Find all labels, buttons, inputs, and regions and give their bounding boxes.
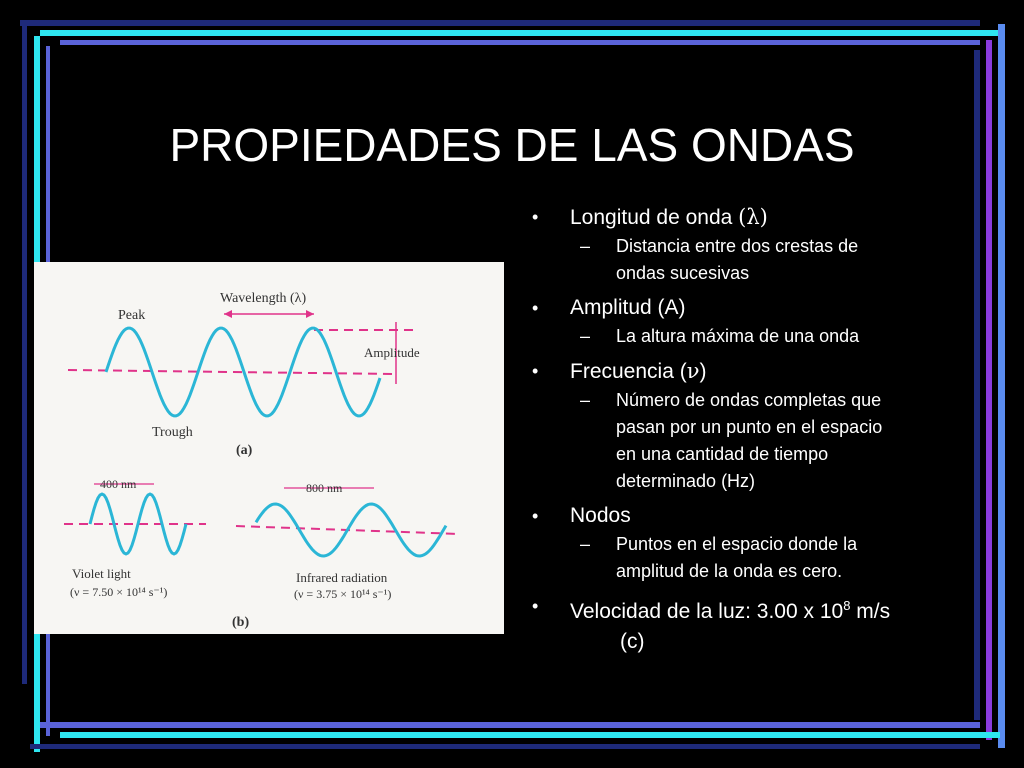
infrared-equation: (ν = 3.75 × 10¹⁴ s⁻¹) <box>294 587 392 601</box>
sub-bullet-dash: – <box>580 534 591 554</box>
bullet-dot: • <box>532 207 539 227</box>
frame-bar-bottom-inner <box>40 722 980 728</box>
bullet-dot: • <box>532 298 539 318</box>
sub-bullet-line: pasan por un punto en el espacio <box>616 417 883 437</box>
bullet-dot: • <box>532 361 539 381</box>
frame-bar-top-inner <box>60 40 980 45</box>
frame-bar-top-outer <box>20 20 980 26</box>
wave-figure <box>34 262 504 634</box>
bullet-dot: • <box>532 596 539 616</box>
sub-bullet-line: Distancia entre dos crestas de <box>616 236 859 256</box>
sub-bullet-line: amplitud de la onda es cero. <box>616 561 843 581</box>
lambda-symbol: (λ) <box>738 205 768 229</box>
amplitude-label: Amplitude <box>364 345 420 360</box>
bullet-text: Frecuencia ( <box>570 360 687 383</box>
bullet-wavelength <box>530 202 990 233</box>
unit-text: m/s <box>850 600 891 623</box>
sub-bullet <box>530 233 990 287</box>
slide-title: PROPIEDADES DE LAS ONDAS <box>169 119 855 171</box>
sub-bullet-line: en una cantidad de tiempo <box>616 444 829 464</box>
bullet-text: Nodos <box>570 504 631 527</box>
bullet-text: Velocidad de la luz: 3.00 x 10 <box>570 600 844 623</box>
violet-equation: (ν = 7.50 × 10¹⁴ s⁻¹) <box>70 585 168 599</box>
sub-bullet-dash: – <box>580 326 591 346</box>
sub-bullet-line: La altura máxima de una onda <box>616 326 860 346</box>
sub-bullet <box>530 531 990 585</box>
speed-symbol-c: (c) <box>620 630 645 653</box>
frame-bar-bottom-outer <box>30 744 980 749</box>
wavelength-arrowhead-right <box>306 310 314 318</box>
bullet-frequency <box>530 356 990 387</box>
sub-bullet-dash: – <box>580 390 591 410</box>
figure-label-b: (b) <box>232 615 250 630</box>
bullet-list <box>530 200 990 657</box>
wave-infrared <box>256 504 446 556</box>
sub-bullet-dash: – <box>580 236 591 256</box>
peak-label: Peak <box>118 308 146 323</box>
wave-diagram <box>34 262 504 634</box>
center-line-a <box>68 370 394 374</box>
sub-bullet-line: Puntos en el espacio donde la <box>616 534 858 554</box>
nm800-label: 800 nm <box>306 481 343 495</box>
bullet-text: Longitud de onda <box>570 206 739 229</box>
bullet-text: Amplitud (A) <box>570 296 686 319</box>
frame-bar-top-cyan <box>40 30 1000 36</box>
bullet-dot: • <box>532 506 539 526</box>
exponent: 8 <box>843 598 851 613</box>
violet-label: Violet light <box>72 566 131 581</box>
figure-label-a: (a) <box>236 443 253 458</box>
bullet-speed-of-light <box>530 591 990 627</box>
sub-bullet <box>530 323 990 350</box>
wavelength-label: Wavelength (λ) <box>220 291 307 306</box>
sub-bullet <box>530 387 990 495</box>
sub-bullet-line: determinado (Hz) <box>616 471 756 491</box>
infrared-label: Infrared radiation <box>296 570 388 585</box>
trough-label: Trough <box>152 425 193 440</box>
nm400-label: 400 nm <box>100 477 137 491</box>
frame-bar-bottom-cyan <box>60 732 1000 738</box>
bullet-amplitude <box>530 293 990 323</box>
bullet-text-close: ) <box>699 360 707 383</box>
nu-symbol: ν <box>686 359 700 383</box>
sub-bullet-line: Número de ondas completas que <box>616 390 882 410</box>
sub-bullet-line: ondas sucesivas <box>616 263 750 283</box>
wavelength-arrowhead-left <box>224 310 232 318</box>
bullet-nodes <box>530 501 990 531</box>
wave-a <box>106 328 380 416</box>
